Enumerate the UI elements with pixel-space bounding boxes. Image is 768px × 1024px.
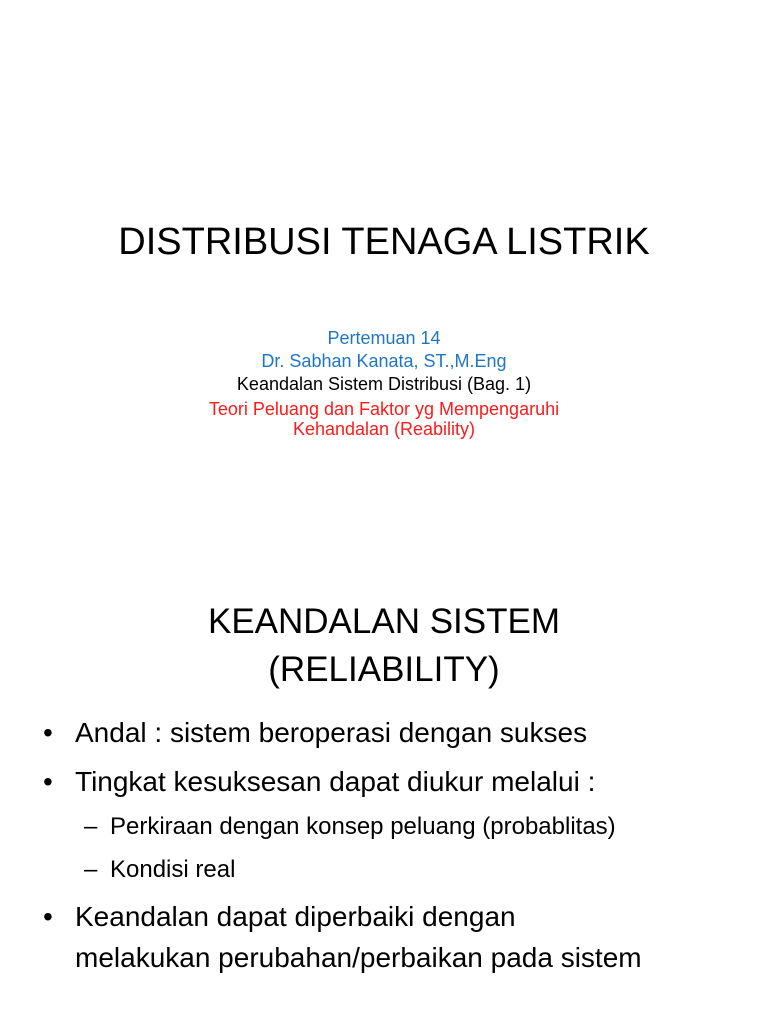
bullet-item	[40, 896, 755, 978]
sub-bullet-item: – Kondisi real	[40, 853, 755, 887]
slide-heading-line-1: KEANDALAN SISTEM	[207, 602, 561, 641]
bullet-list	[40, 712, 755, 986]
subtopic-block	[0, 399, 768, 439]
topic-line: Keandalan Sistem Distribusi (Bag. 1)	[236, 374, 532, 394]
bullet-text: • Andal : sistem beroperasi dengan sukses	[75, 717, 588, 748]
slide-heading	[0, 598, 768, 694]
subtopic-line-2: Kehandalan (Reability)	[292, 419, 476, 439]
sub-bullet-group	[40, 810, 755, 887]
subtitle-block	[0, 327, 768, 439]
bullet-text-line-1: • Keandalan dapat diperbaiki dengan	[75, 901, 516, 932]
author-name: Dr. Sabhan Kanata, ST.,M.Eng	[261, 351, 507, 371]
presentation-title: DISTRIBUSI TENAGA LISTRIK	[118, 221, 650, 263]
bullet-text-line-2: melakukan perubahan/perbaikan pada sistem	[75, 942, 642, 973]
sub-bullet-item: – Perkiraan dengan konsep peluang (probablitas)	[40, 810, 755, 844]
slide-heading-line-2: (RELIABILITY)	[268, 650, 500, 689]
sub-bullet-list	[40, 810, 755, 887]
bullet-item	[40, 761, 755, 802]
bullet-text: • Tingkat kesuksesan dapat diukur melalui :	[75, 766, 596, 797]
meeting-number: Pertemuan 14	[327, 328, 441, 348]
bullet-item	[40, 712, 755, 753]
subtopic-line-1: Teori Peluang dan Faktor yg Mempengaruhi	[208, 399, 560, 419]
content-slide	[0, 512, 768, 1024]
